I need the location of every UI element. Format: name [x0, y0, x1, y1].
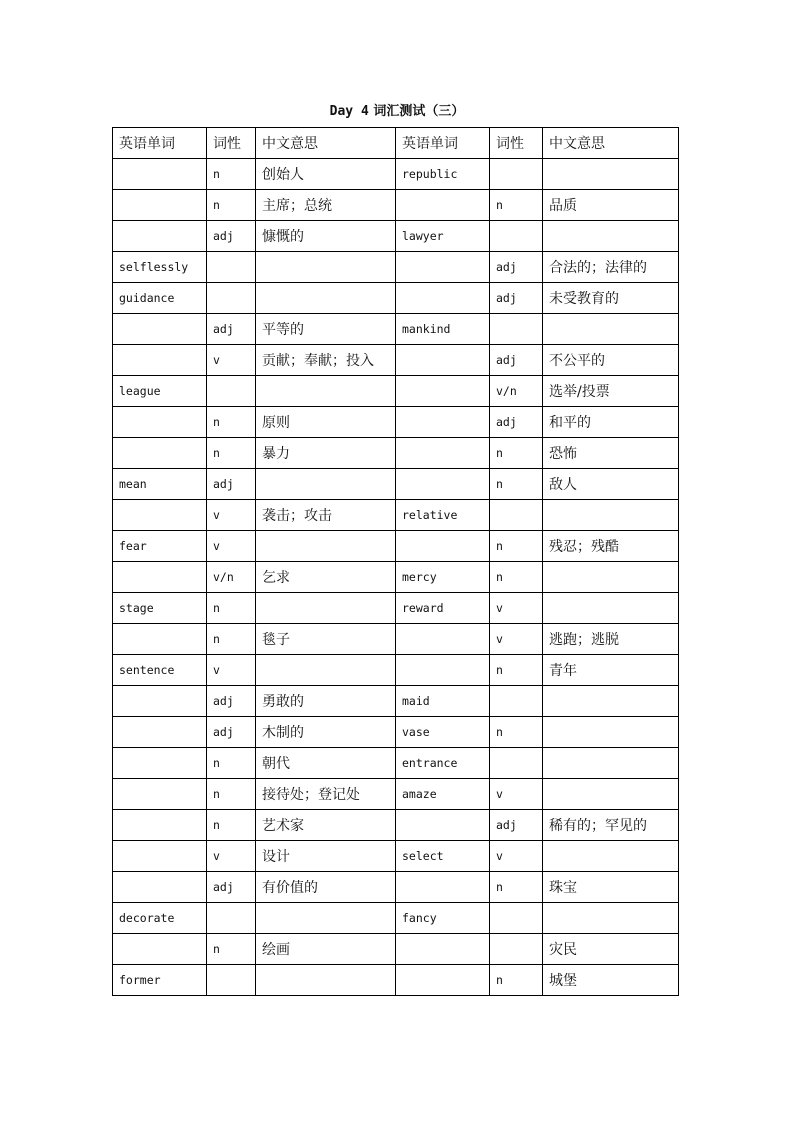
english-word-cell: entrance [396, 748, 490, 779]
english-word-cell [113, 562, 207, 593]
table-row [113, 841, 679, 872]
chinese-meaning-cell: 艺术家 [256, 810, 396, 841]
chinese-meaning-cell: 平等的 [256, 314, 396, 345]
part-of-speech-cell: adj [490, 407, 543, 438]
english-word-cell: selflessly [113, 252, 207, 283]
english-word-cell: stage [113, 593, 207, 624]
title-day: Day 4 [329, 104, 369, 119]
chinese-meaning-cell: 稀有的；罕见的 [543, 810, 679, 841]
table-row [113, 562, 679, 593]
table-row [113, 376, 679, 407]
english-word-cell [113, 841, 207, 872]
part-of-speech-cell: n [490, 469, 543, 500]
table-row [113, 810, 679, 841]
part-of-speech-cell: n [207, 810, 256, 841]
part-of-speech-cell: v [207, 500, 256, 531]
table-row [113, 190, 679, 221]
english-word-cell [113, 407, 207, 438]
english-word-cell: relative [396, 500, 490, 531]
part-of-speech-cell: adj [490, 252, 543, 283]
english-word-cell: maid [396, 686, 490, 717]
table-row [113, 872, 679, 903]
english-word-cell: mercy [396, 562, 490, 593]
chinese-meaning-cell [256, 283, 396, 314]
chinese-meaning-cell: 原则 [256, 407, 396, 438]
english-word-cell: fancy [396, 903, 490, 934]
english-word-cell [396, 965, 490, 996]
chinese-meaning-cell: 灾民 [543, 934, 679, 965]
chinese-meaning-cell: 合法的；法律的 [543, 252, 679, 283]
header-chinese-meaning: 中文意思 [256, 128, 396, 159]
chinese-meaning-cell: 青年 [543, 655, 679, 686]
part-of-speech-cell: v [490, 779, 543, 810]
chinese-meaning-cell [543, 314, 679, 345]
part-of-speech-cell: n [207, 593, 256, 624]
part-of-speech-cell: v [490, 593, 543, 624]
english-word-cell [113, 686, 207, 717]
part-of-speech-cell: adj [207, 717, 256, 748]
chinese-meaning-cell [256, 965, 396, 996]
table-row [113, 283, 679, 314]
english-word-cell [396, 407, 490, 438]
table-row [113, 934, 679, 965]
chinese-meaning-cell: 木制的 [256, 717, 396, 748]
title-main: 词汇测试（三） [373, 104, 465, 119]
part-of-speech-cell: n [490, 562, 543, 593]
english-word-cell [113, 779, 207, 810]
chinese-meaning-cell [543, 159, 679, 190]
chinese-meaning-cell [543, 686, 679, 717]
table-row [113, 221, 679, 252]
part-of-speech-cell: n [207, 748, 256, 779]
chinese-meaning-cell [543, 221, 679, 252]
part-of-speech-cell [490, 159, 543, 190]
part-of-speech-cell: v [207, 841, 256, 872]
english-word-cell: sentence [113, 655, 207, 686]
chinese-meaning-cell: 城堡 [543, 965, 679, 996]
chinese-meaning-cell: 贡献；奉献；投入 [256, 345, 396, 376]
english-word-cell [113, 438, 207, 469]
table-row [113, 159, 679, 190]
english-word-cell: amaze [396, 779, 490, 810]
part-of-speech-cell: n [207, 438, 256, 469]
chinese-meaning-cell: 珠宝 [543, 872, 679, 903]
part-of-speech-cell: n [207, 159, 256, 190]
chinese-meaning-cell [543, 779, 679, 810]
chinese-meaning-cell [543, 748, 679, 779]
english-word-cell [396, 810, 490, 841]
part-of-speech-cell: n [490, 872, 543, 903]
english-word-cell: select [396, 841, 490, 872]
chinese-meaning-cell [256, 593, 396, 624]
english-word-cell [113, 810, 207, 841]
chinese-meaning-cell [256, 376, 396, 407]
table-row [113, 903, 679, 934]
table-row [113, 748, 679, 779]
english-word-cell [113, 159, 207, 190]
table-row [113, 779, 679, 810]
english-word-cell [396, 438, 490, 469]
page-title [0, 103, 794, 121]
english-word-cell: lawyer [396, 221, 490, 252]
english-word-cell [396, 190, 490, 221]
english-word-cell: former [113, 965, 207, 996]
table-row [113, 407, 679, 438]
english-word-cell: league [113, 376, 207, 407]
chinese-meaning-cell: 逃跑；逃脱 [543, 624, 679, 655]
part-of-speech-cell: n [207, 779, 256, 810]
english-word-cell: republic [396, 159, 490, 190]
chinese-meaning-cell [543, 717, 679, 748]
part-of-speech-cell: adj [490, 283, 543, 314]
part-of-speech-cell [490, 314, 543, 345]
part-of-speech-cell: v [490, 624, 543, 655]
chinese-meaning-cell: 恐怖 [543, 438, 679, 469]
part-of-speech-cell: v [207, 345, 256, 376]
english-word-cell: vase [396, 717, 490, 748]
part-of-speech-cell: n [207, 190, 256, 221]
part-of-speech-cell: adj [207, 469, 256, 500]
part-of-speech-cell [490, 748, 543, 779]
chinese-meaning-cell [256, 531, 396, 562]
english-word-cell [113, 624, 207, 655]
part-of-speech-cell [207, 965, 256, 996]
chinese-meaning-cell: 慷慨的 [256, 221, 396, 252]
part-of-speech-cell: v [207, 531, 256, 562]
part-of-speech-cell: n [490, 965, 543, 996]
table-row [113, 624, 679, 655]
english-word-cell: mean [113, 469, 207, 500]
english-word-cell [113, 748, 207, 779]
english-word-cell [396, 469, 490, 500]
chinese-meaning-cell: 暴力 [256, 438, 396, 469]
chinese-meaning-cell [543, 593, 679, 624]
table-row [113, 345, 679, 376]
header-part-of-speech: 词性 [207, 128, 256, 159]
part-of-speech-cell: adj [490, 345, 543, 376]
english-word-cell [113, 717, 207, 748]
table-row [113, 531, 679, 562]
chinese-meaning-cell: 敌人 [543, 469, 679, 500]
table-row [113, 655, 679, 686]
chinese-meaning-cell: 创始人 [256, 159, 396, 190]
chinese-meaning-cell: 袭击；攻击 [256, 500, 396, 531]
part-of-speech-cell: n [207, 624, 256, 655]
table-row [113, 469, 679, 500]
part-of-speech-cell: v [207, 655, 256, 686]
chinese-meaning-cell: 勇敢的 [256, 686, 396, 717]
english-word-cell [396, 624, 490, 655]
part-of-speech-cell [490, 500, 543, 531]
table-header-row [113, 128, 679, 159]
english-word-cell [396, 934, 490, 965]
chinese-meaning-cell: 朝代 [256, 748, 396, 779]
part-of-speech-cell [490, 686, 543, 717]
table-row [113, 500, 679, 531]
part-of-speech-cell [207, 283, 256, 314]
chinese-meaning-cell [256, 655, 396, 686]
part-of-speech-cell [490, 934, 543, 965]
chinese-meaning-cell: 品质 [543, 190, 679, 221]
chinese-meaning-cell: 设计 [256, 841, 396, 872]
header-chinese-meaning: 中文意思 [543, 128, 679, 159]
chinese-meaning-cell [543, 562, 679, 593]
chinese-meaning-cell: 选举/投票 [543, 376, 679, 407]
english-word-cell: mankind [396, 314, 490, 345]
part-of-speech-cell [490, 221, 543, 252]
chinese-meaning-cell: 接待处；登记处 [256, 779, 396, 810]
english-word-cell [113, 934, 207, 965]
part-of-speech-cell: n [490, 717, 543, 748]
english-word-cell [113, 314, 207, 345]
table-row [113, 438, 679, 469]
part-of-speech-cell: n [490, 190, 543, 221]
part-of-speech-cell: adj [207, 314, 256, 345]
header-part-of-speech: 词性 [490, 128, 543, 159]
part-of-speech-cell: n [207, 934, 256, 965]
chinese-meaning-cell [256, 252, 396, 283]
english-word-cell: decorate [113, 903, 207, 934]
chinese-meaning-cell [543, 841, 679, 872]
part-of-speech-cell: n [207, 407, 256, 438]
chinese-meaning-cell [256, 903, 396, 934]
english-word-cell [113, 190, 207, 221]
table-row [113, 686, 679, 717]
part-of-speech-cell: n [490, 531, 543, 562]
chinese-meaning-cell: 主席；总统 [256, 190, 396, 221]
chinese-meaning-cell: 毯子 [256, 624, 396, 655]
chinese-meaning-cell: 有价值的 [256, 872, 396, 903]
part-of-speech-cell [207, 252, 256, 283]
chinese-meaning-cell: 乞求 [256, 562, 396, 593]
table-row [113, 965, 679, 996]
chinese-meaning-cell: 未受教育的 [543, 283, 679, 314]
part-of-speech-cell [490, 903, 543, 934]
part-of-speech-cell: v/n [207, 562, 256, 593]
english-word-cell [396, 655, 490, 686]
chinese-meaning-cell: 残忍；残酷 [543, 531, 679, 562]
table-row [113, 593, 679, 624]
part-of-speech-cell [207, 376, 256, 407]
table-row [113, 717, 679, 748]
header-english-word: 英语单词 [396, 128, 490, 159]
english-word-cell [396, 252, 490, 283]
chinese-meaning-cell [543, 903, 679, 934]
part-of-speech-cell: v/n [490, 376, 543, 407]
english-word-cell [113, 221, 207, 252]
english-word-cell [396, 283, 490, 314]
part-of-speech-cell: adj [207, 686, 256, 717]
chinese-meaning-cell [543, 500, 679, 531]
chinese-meaning-cell [256, 469, 396, 500]
part-of-speech-cell [207, 903, 256, 934]
chinese-meaning-cell: 绘画 [256, 934, 396, 965]
part-of-speech-cell: adj [207, 221, 256, 252]
table-row [113, 314, 679, 345]
english-word-cell: guidance [113, 283, 207, 314]
part-of-speech-cell: n [490, 438, 543, 469]
part-of-speech-cell: adj [490, 810, 543, 841]
english-word-cell [396, 531, 490, 562]
part-of-speech-cell: v [490, 841, 543, 872]
english-word-cell [113, 872, 207, 903]
vocabulary-table [112, 127, 679, 996]
english-word-cell: reward [396, 593, 490, 624]
english-word-cell [396, 872, 490, 903]
english-word-cell [396, 345, 490, 376]
header-english-word: 英语单词 [113, 128, 207, 159]
table-row [113, 252, 679, 283]
english-word-cell [113, 500, 207, 531]
part-of-speech-cell: n [490, 655, 543, 686]
part-of-speech-cell: adj [207, 872, 256, 903]
english-word-cell [396, 376, 490, 407]
english-word-cell: fear [113, 531, 207, 562]
chinese-meaning-cell: 不公平的 [543, 345, 679, 376]
english-word-cell [113, 345, 207, 376]
table-body [113, 159, 679, 996]
chinese-meaning-cell: 和平的 [543, 407, 679, 438]
